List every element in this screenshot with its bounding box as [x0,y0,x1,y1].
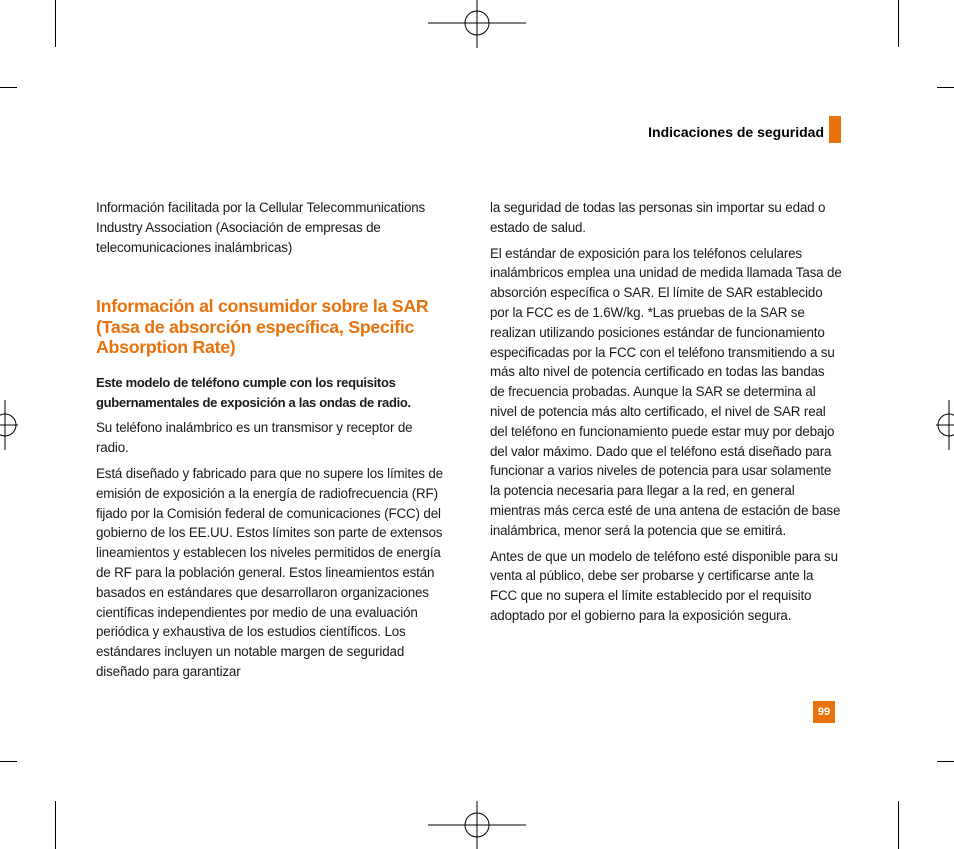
design-paragraph: Está diseñado y fabricado para que no supere los límites de emisión de exposición a la energía de radiofrecuencia (RF) fijado por la Comisión federal de comunicaciones (FCC) del gobierno de los EE.UU. Estos límites son parte de extensos lineamientos y establecen los niveles permitidos de energía de RF para la población general. Estos lineamientos están basados en estándares que desarrollaron organizaciones científicas independientes por medio de una evaluación periódica y exhaustiva de los estudios científicos. Los estándares incluyen un notable margen de seguridad diseñado para garantizar [96,466,443,680]
left-column [96,198,448,688]
crop-mark-bottom-right-horizontal [937,761,954,762]
transmitter-paragraph: Su teléfono inalámbrico es un transmisor y receptor de radio. [96,420,413,456]
registration-mark-right [936,400,954,450]
certification-paragraph: Antes de que un modelo de teléfono esté disponible para su venta al público, debe ser probarse y certificarse ante la FCC que no supera el límite establecido por el requisito adoptado por el gobierno para la exposición segura. [490,548,838,623]
registration-mark-bottom [428,801,526,849]
crop-mark-top-left-vertical [55,0,56,47]
crop-mark-top-left-horizontal [0,87,17,88]
crop-mark-top-right-horizontal [937,87,954,88]
registration-mark-top [428,0,526,48]
crop-mark-top-right-vertical [898,0,899,47]
safety-continuation-paragraph: la seguridad de todas las personas sin importar su edad o estado de salud. [490,200,826,235]
crop-mark-bottom-left-horizontal [0,761,17,762]
sar-heading: Información al consumidor sobre la SAR (Tasa de absorción específica, Specific Absorption Rate) [96,296,429,358]
intro-paragraph: Información facilitada por la Cellular Telecommunications Industry Association (Asociación de empresas de telecomunicaciones inalámbricas) [96,200,426,255]
compliance-statement: Este modelo de teléfono cumple con los requisitos gubernamentales de exposición a las ondas de radio. [96,374,411,410]
section-title: Indicaciones de seguridad [648,124,824,140]
page-number: 99 [813,701,835,723]
section-accent-bar [829,116,841,143]
crop-mark-bottom-left-vertical [55,801,56,849]
registration-mark-left [0,400,18,450]
sar-standard-paragraph: El estándar de exposición para los teléfonos celulares inalámbricos emplea una unidad de medida llamada Tasa de absorción específica o SAR. El límite de SAR establecido por la FCC es de 1.6W/kg. *Las pruebas de la SAR se realizan utilizando posiciones estándar de funcionamiento especificadas por la FCC con el teléfono transmitiendo a su más alto nivel de potencia certificado en todas las bandas de frecuencia probadas. Aunque la SAR se determina al nivel de potencia más alto certificado, el nivel de SAR real del teléfono en funcionamiento puede estar muy por debajo del valor máximo. Dado que el teléfono está diseñado para funcionar a varios niveles de potencia para usar solamente la potencia necesaria para llegar a la red, en general mientras más cerca esté de una antena de estación de base inalámbrica, menor será la potencia que se emitirá. [490,245,842,538]
right-column [490,198,842,632]
crop-mark-bottom-right-vertical [898,801,899,849]
